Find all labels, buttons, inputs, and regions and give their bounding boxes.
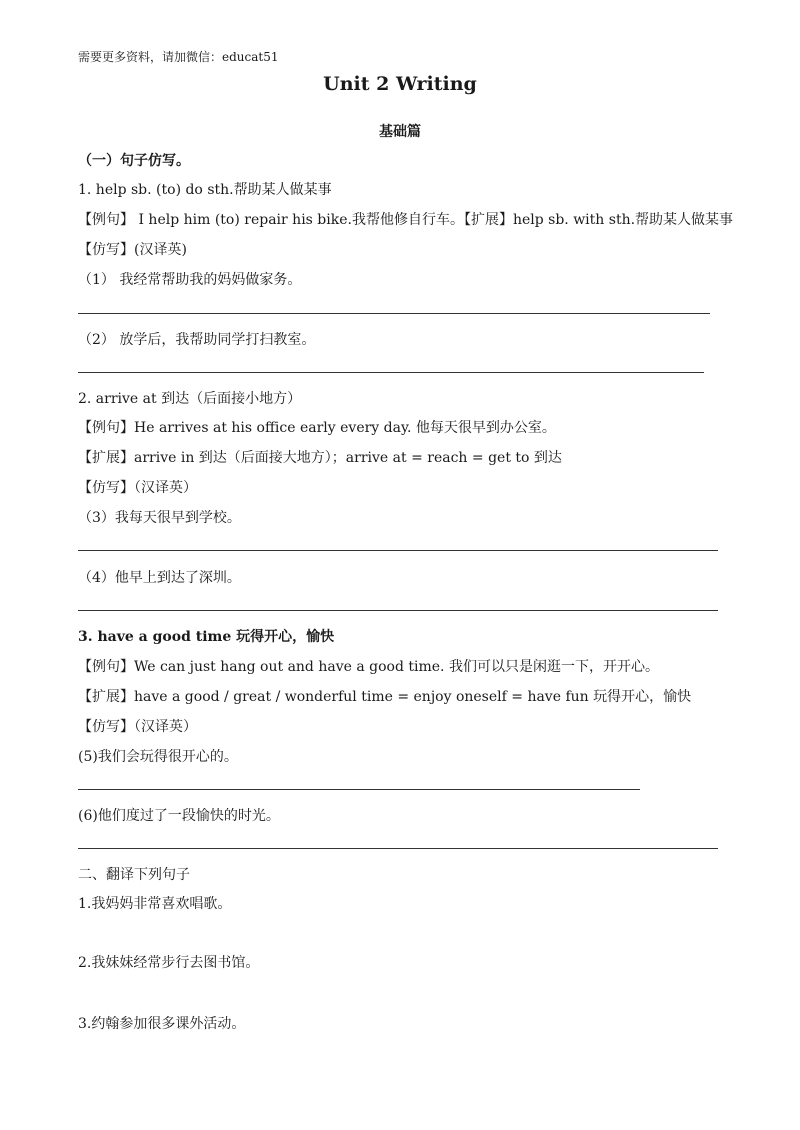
question-6: (6)他们度过了一段愉快的时光。 [78, 808, 280, 824]
question-1: （1） 我经常帮助我的妈妈做家务。 [78, 272, 302, 288]
translate-question-2: 2.我妹妹经常步行去图书馆。 [78, 955, 260, 971]
item1-imitate: 【仿写】(汉译英) [78, 242, 187, 258]
answer-line-4[interactable] [78, 610, 718, 611]
item3-imitate: 【仿写】（汉译英） [78, 719, 197, 735]
question-4: （4）他早上到达了深圳。 [78, 570, 241, 586]
item1-example: 【例句】 I help him (to) repair his bike.我帮他修自行车。【扩展】help sb. with sth.帮助某人做某事 [78, 212, 734, 228]
answer-line-5[interactable] [78, 789, 640, 790]
page-subtitle: 基础篇 [379, 124, 421, 140]
answer-line-2[interactable] [78, 372, 704, 373]
translate-question-3: 3.约翰参加很多课外活动。 [78, 1016, 246, 1032]
item2-imitate: 【仿写】（汉译英） [78, 480, 197, 496]
answer-line-3[interactable] [78, 550, 718, 551]
translate-question-1: 1.我妈妈非常喜欢唱歌。 [78, 896, 232, 912]
answer-line-6[interactable] [78, 848, 718, 849]
section2-heading: 二、翻译下列句子 [78, 867, 190, 883]
item1-head: 1. help sb. (to) do sth.帮助某人做某事 [78, 182, 332, 198]
answer-line-1[interactable] [78, 313, 710, 314]
question-5: (5)我们会玩得很开心的。 [78, 749, 238, 765]
item2-head: 2. arrive at 到达（后面接小地方） [78, 391, 302, 407]
item3-example: 【例句】We can just hang out and have a good time. 我们可以只是闲逛一下，开开心。 [78, 659, 659, 675]
page-title: Unit 2 Writing [323, 73, 477, 95]
item3-extend: 【扩展】have a good / great / wonderful time = enjoy oneself = have fun 玩得开心，愉快 [78, 689, 692, 705]
question-3: （3）我每天很早到学校。 [78, 510, 241, 526]
section1-heading: （一）句子仿写。 [78, 153, 190, 169]
question-2: （2） 放学后，我帮助同学打扫教室。 [78, 332, 316, 348]
item3-head: 3. have a good time 玩得开心，愉快 [78, 629, 335, 645]
item2-example: 【例句】He arrives at his office early every day. 他每天很早到办公室。 [78, 420, 556, 436]
header-note: 需要更多资料，请加微信：educat51 [78, 50, 279, 64]
item2-extend: 【扩展】arrive in 到达（后面接大地方）；arrive at = reach = get to 到达 [78, 450, 562, 466]
